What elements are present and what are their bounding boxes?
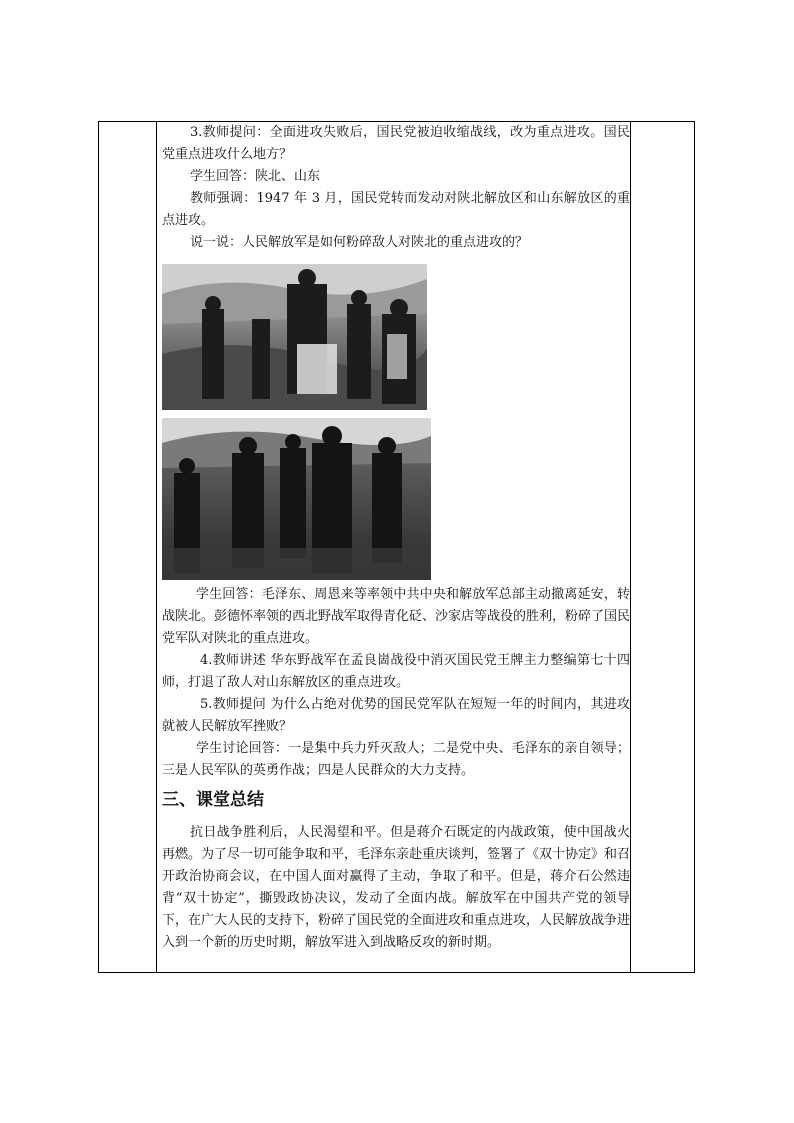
table-right-column [630, 122, 694, 972]
section-heading-summary: 三、课堂总结 [162, 790, 264, 810]
historical-photo-leaders [162, 418, 431, 580]
lesson-content [162, 122, 630, 954]
teacher-emphasis: 教师强调：1947 年 3 月，国民党转而发动对陕北解放区和山东解放区的重点进攻。 [162, 191, 630, 228]
student-discussion-answer: 学生讨论回答：一是集中兵力歼灭敌人；二是党中央、毛泽东的亲自领导；三是人民军队的英勇作战；四是人民群众的大力支持。 [162, 741, 630, 778]
question-5: 5.教师提问 为什么占绝对优势的国民党军队在短短一年的时间内，其进攻就被人民解放军挫败？ [162, 697, 630, 734]
table-left-column [99, 122, 157, 972]
question-3: 3.教师提问：全面进攻失败后，国民党被迫收缩战线，改为重点进攻。国民党重点进攻什么地方？ [162, 125, 630, 162]
discussion-prompt: 说一说：人民解放军是如何粉碎敌人对陕北的重点进攻的？ [190, 235, 529, 250]
student-answer-1: 学生回答：陕北、山东 [190, 169, 321, 184]
summary-paragraph: 抗日战争胜利后，人民渴望和平。但是蒋介石既定的内战政策，使中国战火再燃。为了尽一切可能争取和平，毛泽东亲赴重庆谈判，签署了《双十协定》和召开政治协商会议，在中国人面对赢得了主动，争取了和平。但是，蒋介石公然违背“双十协定”，撕毁政协决议，发动了全面内战。解放军在中国共产党的领导下，在广大人民的支持下，粉碎了国民党的全面进攻和重点进攻，人民解放战争进入到一个新的历史时期，解放军进入到战略反攻的新时期。 [162, 825, 631, 950]
teacher-narration-4: 4.教师讲述 华东野战军在孟良崮战役中消灭国民党王牌主力整编第七十四师，打退了敌人对山东解放区的重点进攻。 [162, 653, 630, 690]
student-answer-2: 学生回答：毛泽东、周恩来等率领中共中央和解放军总部主动撤离延安，转战陕北。彭德怀率领的西北野战军取得青化砭、沙家店等战役的胜利，粉碎了国民党军队对陕北的重点进攻。 [162, 587, 631, 646]
historical-photo-march [162, 264, 427, 410]
